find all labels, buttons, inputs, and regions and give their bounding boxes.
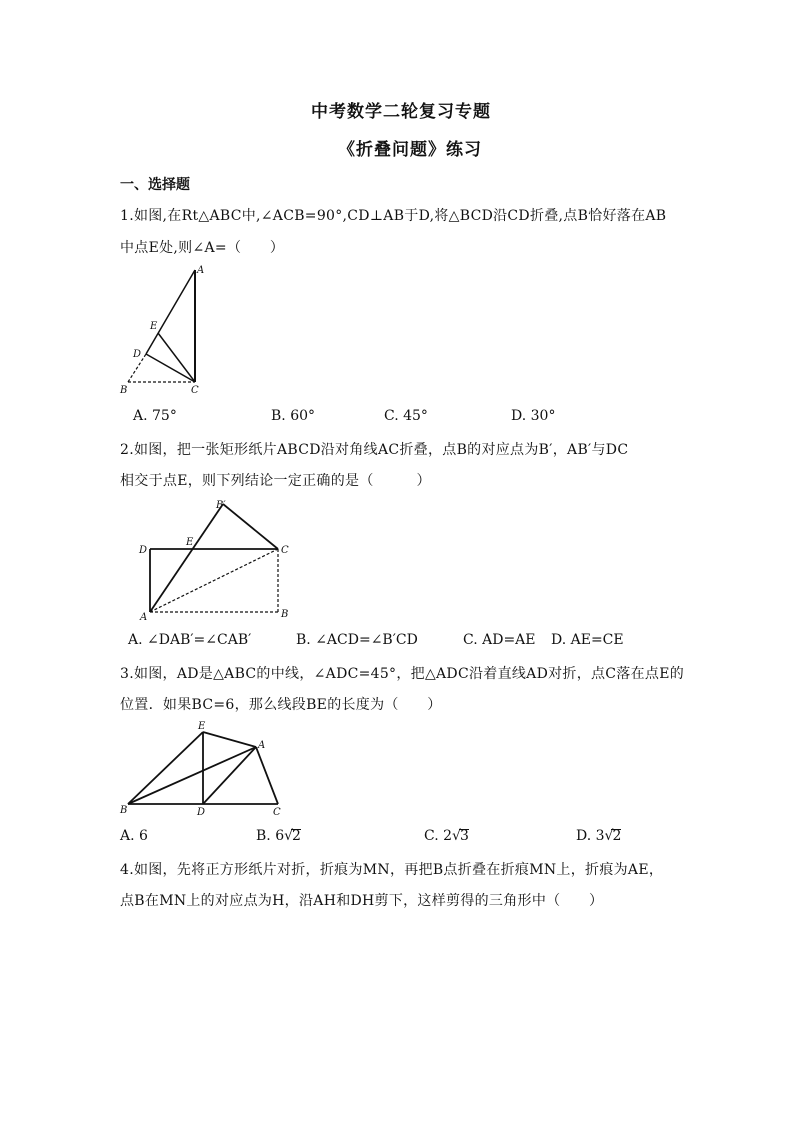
fig1-segment-AB — [146, 270, 195, 354]
fig1-label-E: E — [150, 321, 158, 332]
fig2-label-D: D — [139, 545, 148, 556]
fig3-segment-BA — [128, 747, 256, 804]
option-c-radicand: 3 — [459, 828, 469, 844]
fig3-label-B: B — [120, 805, 128, 816]
question-3-line-1: 3.如图，AD是△ABC的中线，∠ADC=45°，把△ADC沿着直线AD对折，点C落在点E的 — [120, 666, 685, 682]
fig2-label-A: A — [140, 612, 148, 623]
sqrt-sign-icon: √ — [452, 828, 461, 844]
fig1-segment-EC — [158, 333, 195, 382]
fig2-label-B: B — [281, 609, 289, 620]
question-3-option-b — [256, 828, 301, 844]
fig3-label-E: E — [198, 721, 206, 732]
fig3-segment-AC — [256, 747, 278, 804]
option-b-radicand: 2 — [292, 828, 301, 844]
question-2-option-b: B. ∠ACD=∠B′CD — [296, 632, 418, 648]
fig2-label-E: E — [186, 537, 194, 548]
fig2-segment-AC-dashed — [150, 549, 278, 612]
question-2-option-a: A. ∠DAB′=∠CAB′ — [128, 632, 252, 648]
question-2-figure — [128, 494, 298, 624]
sqrt-sign-icon: √ — [604, 828, 614, 844]
fig3-label-C: C — [273, 807, 281, 818]
question-1-option-d: D. 30° — [511, 408, 556, 424]
fig1-label-A: A — [197, 265, 205, 276]
question-2-option-d: D. AE=CE — [551, 632, 624, 648]
question-3-option-c — [424, 828, 469, 844]
option-d-radicand: 2 — [612, 828, 622, 844]
fig1-label-C: C — [191, 385, 199, 396]
fig3-label-A: A — [258, 740, 266, 751]
question-3-figure — [118, 718, 293, 820]
question-1-line-2: 中点E处,则∠A=（ ） — [120, 240, 285, 256]
option-c-prefix: C. 2 — [424, 828, 453, 844]
fig1-label-D: D — [133, 349, 142, 360]
question-1-option-a: A. 75° — [133, 408, 177, 424]
question-3-option-d — [576, 828, 621, 844]
fig1-label-B: B — [120, 385, 128, 396]
question-3-option-a: A. 6 — [120, 828, 148, 844]
section-heading: 一、选择题 — [120, 177, 190, 193]
fig2-label-C: C — [281, 545, 289, 556]
page-title: 中考数学二轮复习专题 — [311, 102, 491, 122]
question-2-line-2: 相交于点E，则下列结论一定正确的是（ ） — [120, 473, 431, 489]
question-4-line-2: 点B在MN上的对应点为H，沿AH和DH剪下，这样剪得的三角形中（ ） — [120, 893, 604, 909]
fig1-segment-DC — [146, 354, 195, 382]
fig2-segment-B1C — [223, 504, 278, 549]
fig3-segment-DA — [203, 747, 256, 804]
question-1-line-1: 1.如图,在Rt△ABC中,∠ACB=90°,CD⊥AB于D,将△BCD沿CD折叠,点B恰好落在AB — [120, 208, 667, 224]
question-2-option-c: C. AD=AE — [463, 632, 536, 648]
fig2-label-B-prime: B′ — [216, 500, 226, 511]
sqrt-sign-icon: √ — [284, 828, 294, 844]
question-2-line-1: 2.如图，把一张矩形纸片ABCD沿对角线AC折叠，点B的对应点为B′，AB′与DC — [120, 442, 629, 458]
fig3-segment-BE — [128, 732, 203, 804]
option-b-prefix: B. 6 — [256, 828, 285, 844]
question-1-figure — [118, 262, 218, 397]
question-4-line-1: 4.如图，先将正方形纸片对折，折痕为MN，再把B点折叠在折痕MN上，折痕为AE， — [120, 862, 664, 878]
option-d-prefix: D. 3 — [576, 828, 605, 844]
question-1-option-b: B. 60° — [271, 408, 316, 424]
question-3-line-2: 位置．如果BC=6，那么线段BE的长度为（ ） — [120, 697, 442, 713]
fig3-segment-EA — [203, 732, 256, 747]
fig3-label-D: D — [197, 807, 206, 818]
fig2-segment-AB1 — [150, 504, 223, 612]
page-subtitle: 《折叠问题》练习 — [338, 140, 482, 160]
question-1-option-c: C. 45° — [384, 408, 428, 424]
